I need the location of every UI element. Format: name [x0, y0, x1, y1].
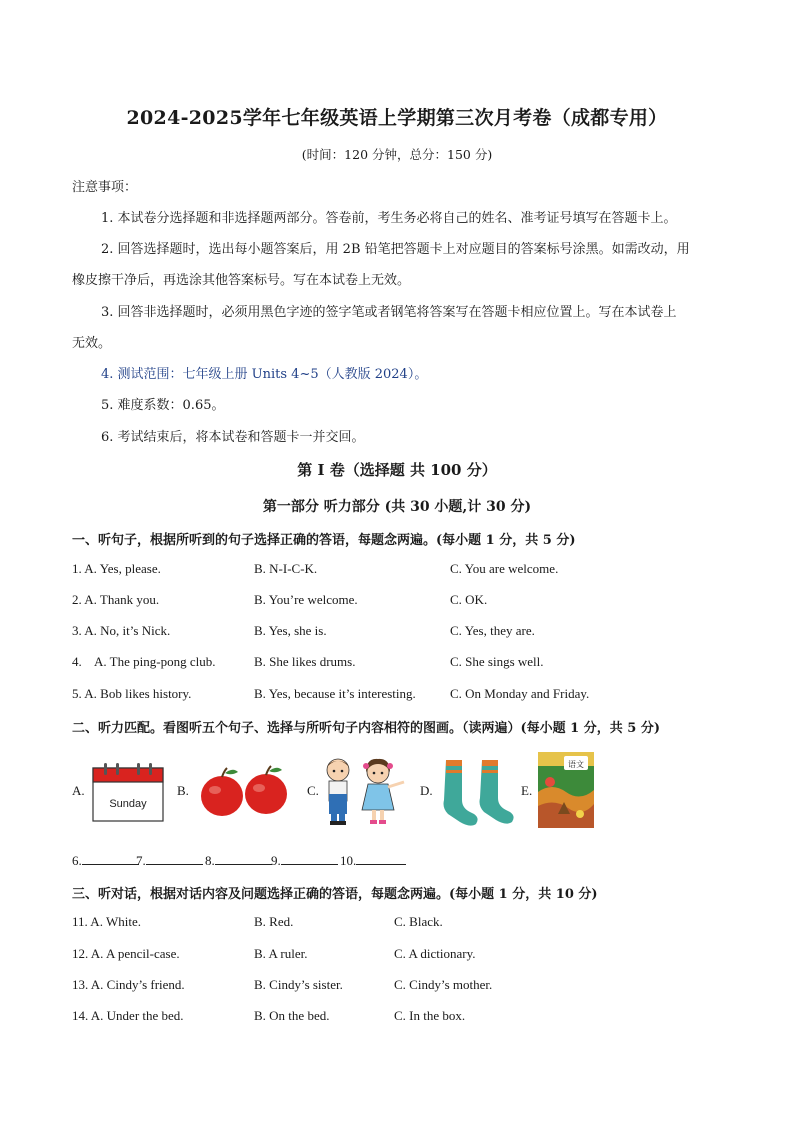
picture-c-label: C.: [307, 783, 319, 798]
book-title-text: 语文: [568, 760, 584, 769]
blank-10-label: 10.: [340, 853, 357, 868]
q14-option-c: C. In the box.: [394, 1008, 466, 1023]
q4-option-a: 4. A. The ping-pong club.: [72, 654, 216, 669]
chinese-book-icon: [538, 752, 594, 828]
blank-6-label: 6.: [72, 853, 82, 868]
q5-option-c: C. On Monday and Friday.: [450, 686, 590, 701]
answer-blank-7[interactable]: [136, 852, 203, 869]
picture-d-label: D.: [420, 783, 433, 798]
picture-e-label: E.: [521, 783, 533, 798]
children-icon: [320, 754, 410, 826]
blank-9-label: 9.: [271, 853, 281, 868]
q13-option-a: 13. A. Cindy’s friend.: [72, 977, 185, 992]
section-3-heading: 三、听对话，根据对话内容及问题选择正确的答语，每题念两遍。(每小题 1 分，共 10 分): [72, 887, 598, 902]
q1-option-c: C. You are welcome.: [450, 561, 559, 576]
apples-icon: [198, 764, 290, 820]
notice-line-4: 4. 测试范围：七年级上册 Units 4~5（人教版 2024）。: [101, 367, 428, 382]
blank-8-label: 8.: [205, 853, 215, 868]
q14-option-b: B. On the bed.: [254, 1008, 330, 1023]
section-2-heading: 二、听力匹配。看图听五个句子、选择与所听句子内容相符的图画。（读两遍）(每小题 1 分，共 5 分): [72, 721, 660, 736]
socks-icon: [440, 758, 518, 826]
volume-title: 第 I 卷（选择题 共 100 分）: [297, 461, 497, 479]
q2-option-c: C. OK.: [450, 592, 488, 607]
q2-option-a: 2. A. Thank you.: [72, 592, 160, 607]
blank-7-label: 7.: [136, 853, 146, 868]
q13-option-b: B. Cindy’s sister.: [254, 977, 343, 992]
notice-line-6: 6. 考试结束后，将本试卷和答题卡一并交回。: [101, 430, 365, 445]
notice-line-3a: 3. 回答非选择题时，必须用黑色字迹的签字笔或者钢笔将答案写在答题卡相应位置上。写在本试卷上: [101, 305, 677, 320]
part-one-title: 第一部分 听力部分 (共 30 小题,计 30 分): [262, 499, 532, 515]
q14-option-a: 14. A. Under the bed.: [72, 1008, 184, 1023]
exam-subtitle: (时间：120 分钟，总分：150 分): [301, 147, 493, 162]
q2-option-b: B. You’re welcome.: [254, 592, 358, 607]
q1-option-a: 1. A. Yes, please.: [72, 561, 161, 576]
q4-option-c: C. She sings well.: [450, 654, 544, 669]
exam-title: 2024-2025学年七年级英语上学期第三次月考卷（成都专用）: [126, 107, 668, 129]
calendar-text: Sunday: [109, 798, 147, 810]
q11-option-c: C. Black.: [394, 914, 443, 929]
q12-option-a: 12. A. A pencil-case.: [72, 946, 180, 961]
picture-a-label: A.: [72, 783, 85, 798]
notice-heading: 注意事项：: [72, 180, 138, 195]
q5-option-a: 5. A. Bob likes history.: [72, 686, 192, 701]
q1-option-b: B. N-I-C-K.: [254, 561, 318, 576]
q12-option-b: B. A ruler.: [254, 946, 308, 961]
q11-option-a: 11. A. White.: [72, 914, 141, 929]
notice-line-5: 5. 难度系数：0.65。: [101, 398, 225, 413]
answer-blank-6[interactable]: [72, 852, 139, 869]
notice-line-2a: 2. 回答选择题时，选出每小题答案后，用 2B 铅笔把答题卡上对应题目的答案标号涂黑。如需改动，用: [101, 242, 690, 257]
section-1-heading: 一、听句子，根据所听到的句子选择正确的答语，每题念两遍。(每小题 1 分，共 5 分): [72, 533, 576, 548]
picture-b-label: B.: [177, 783, 189, 798]
answer-blank-9[interactable]: [271, 852, 338, 869]
q12-option-c: C. A dictionary.: [394, 946, 476, 961]
answer-blank-10[interactable]: [340, 852, 406, 869]
q3-option-b: B. Yes, she is.: [254, 623, 327, 638]
q5-option-b: B. Yes, because it’s interesting.: [254, 686, 416, 701]
q13-option-c: C. Cindy’s mother.: [394, 977, 493, 992]
answer-blank-8[interactable]: [205, 852, 272, 869]
q3-option-a: 3. A. No, it’s Nick.: [72, 623, 171, 638]
q3-option-c: C. Yes, they are.: [450, 623, 535, 638]
notice-line-1: 1. 本试卷分选择题和非选择题两部分。答卷前，考生务必将自己的姓名、准考证号填写在答题卡上。: [101, 211, 677, 226]
calendar-icon: [92, 762, 164, 822]
notice-line-3b: 无效。: [72, 336, 112, 351]
notice-line-2b: 橡皮擦干净后，再选涂其他答案标号。写在本试卷上无效。: [72, 273, 411, 288]
q11-option-b: B. Red.: [254, 914, 294, 929]
q4-option-b: B. She likes drums.: [254, 654, 356, 669]
